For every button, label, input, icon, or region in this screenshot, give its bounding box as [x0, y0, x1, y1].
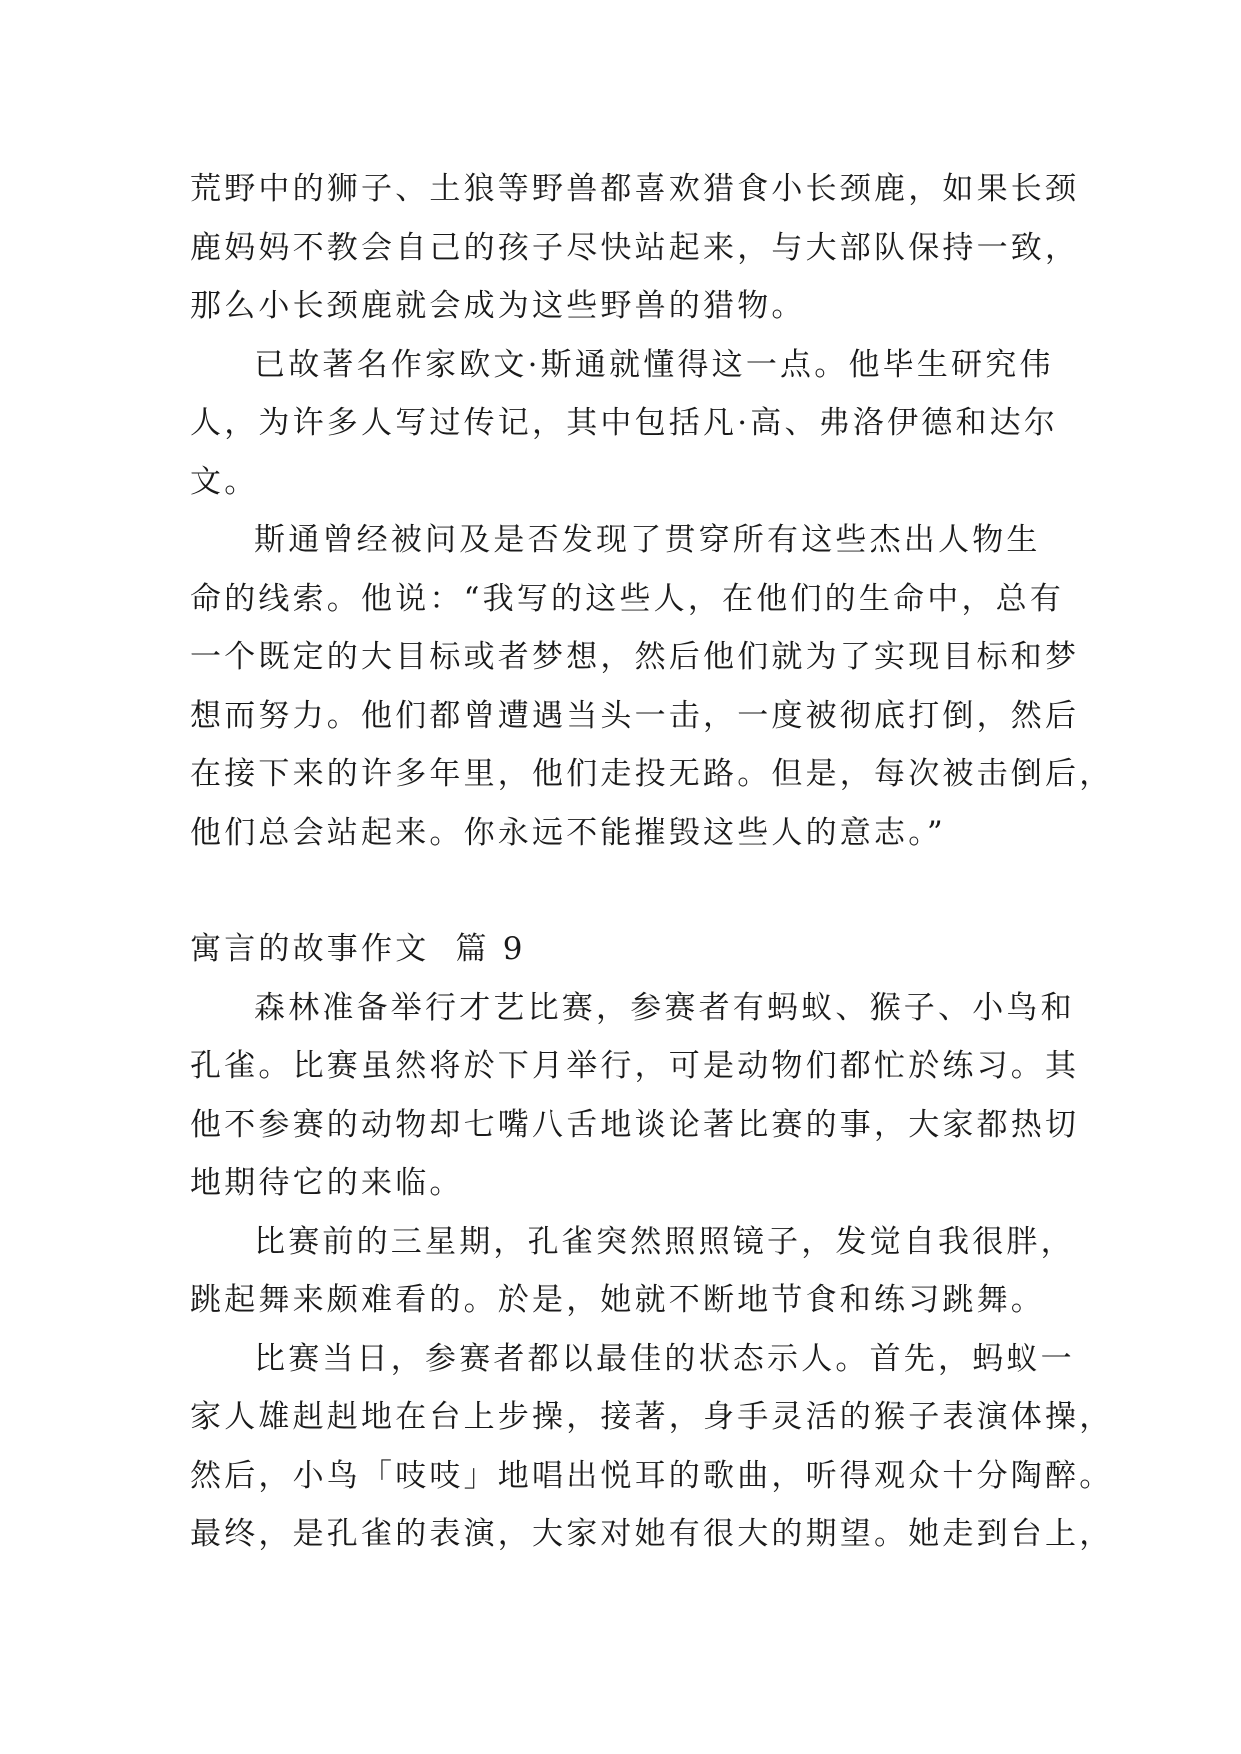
- text-line: 比赛当日，参赛者都以最佳的状态示人。首先，蚂蚁一: [254, 1340, 1075, 1377]
- text-line: 荒野中的狮子、土狼等野兽都喜欢猎食小长颈鹿，如果长颈: [190, 171, 1080, 207]
- paragraph-peacock-diet: [190, 1213, 1075, 1330]
- text-line: 他们总会站起来。你永远不能摧毁这些人的意志。”: [190, 814, 946, 851]
- text-line: 然后，小鸟「吱吱」地唱出悦耳的歌曲，听得观众十分陶醉。: [190, 1457, 1114, 1494]
- text-line: 斯通曾经被问及是否发现了贯穿所有这些杰出人物生: [254, 522, 1041, 558]
- text-line: 想而努力。他们都曾遭遇当头一击，一度被彻底打倒，然后: [190, 697, 1080, 734]
- paragraph-giraffe: [190, 160, 1080, 336]
- paragraph-irving-stone: [190, 336, 1070, 512]
- paragraph-contest-day: [190, 1330, 1114, 1564]
- text-line: 家人雄赳赳地在台上步操，接著，身手灵活的猴子表演体操，: [190, 1399, 1114, 1435]
- section-heading: 寓言的故事作文 篇 9: [190, 931, 526, 967]
- text-line: 命的线索。他说：“我写的这些人，在他们的生命中，总有: [190, 580, 1065, 617]
- text-line: 文。: [190, 463, 259, 500]
- text-line: 鹿妈妈不教会自己的孩子尽快站起来，与大部队保持一致，: [190, 229, 1080, 266]
- text-line: 比赛前的三星期，孔雀突然照照镜子，发觉自我很胖，: [254, 1223, 1075, 1260]
- paragraph-stone-quote: [190, 511, 1114, 862]
- text-line: 一个既定的大目标或者梦想，然后他们就为了实现目标和梦: [190, 639, 1080, 675]
- text-line: 孔雀。比赛虽然将於下月举行，可是动物们都忙於练习。其: [190, 1048, 1080, 1084]
- text-line: 地期待它的来临。: [190, 1165, 464, 1201]
- text-line: 已故著名作家欧文·斯通就懂得这一点。他毕生研究伟: [254, 346, 1054, 383]
- paragraph-contest-intro: [190, 979, 1080, 1213]
- document-body: [190, 160, 1114, 1564]
- text-line: 那么小长颈鹿就会成为这些野兽的猎物。: [190, 288, 806, 324]
- text-line: 人，为许多人写过传记，其中包括凡·高、弗洛伊德和达尔: [190, 405, 1059, 441]
- text-line: 最终，是孔雀的表演，大家对她有很大的期望。她走到台上，: [190, 1516, 1114, 1552]
- text-line: 跳起舞来颇难看的。於是，她就不断地节食和练习跳舞。: [190, 1282, 1045, 1318]
- text-line: 森林准备举行才艺比赛，参赛者有蚂蚁、猴子、小鸟和: [254, 989, 1075, 1026]
- text-line: 在接下来的许多年里，他们走投无路。但是，每次被击倒后，: [190, 756, 1114, 792]
- text-line: 他不参赛的动物却七嘴八舌地谈论著比赛的事，大家都热切: [190, 1106, 1080, 1143]
